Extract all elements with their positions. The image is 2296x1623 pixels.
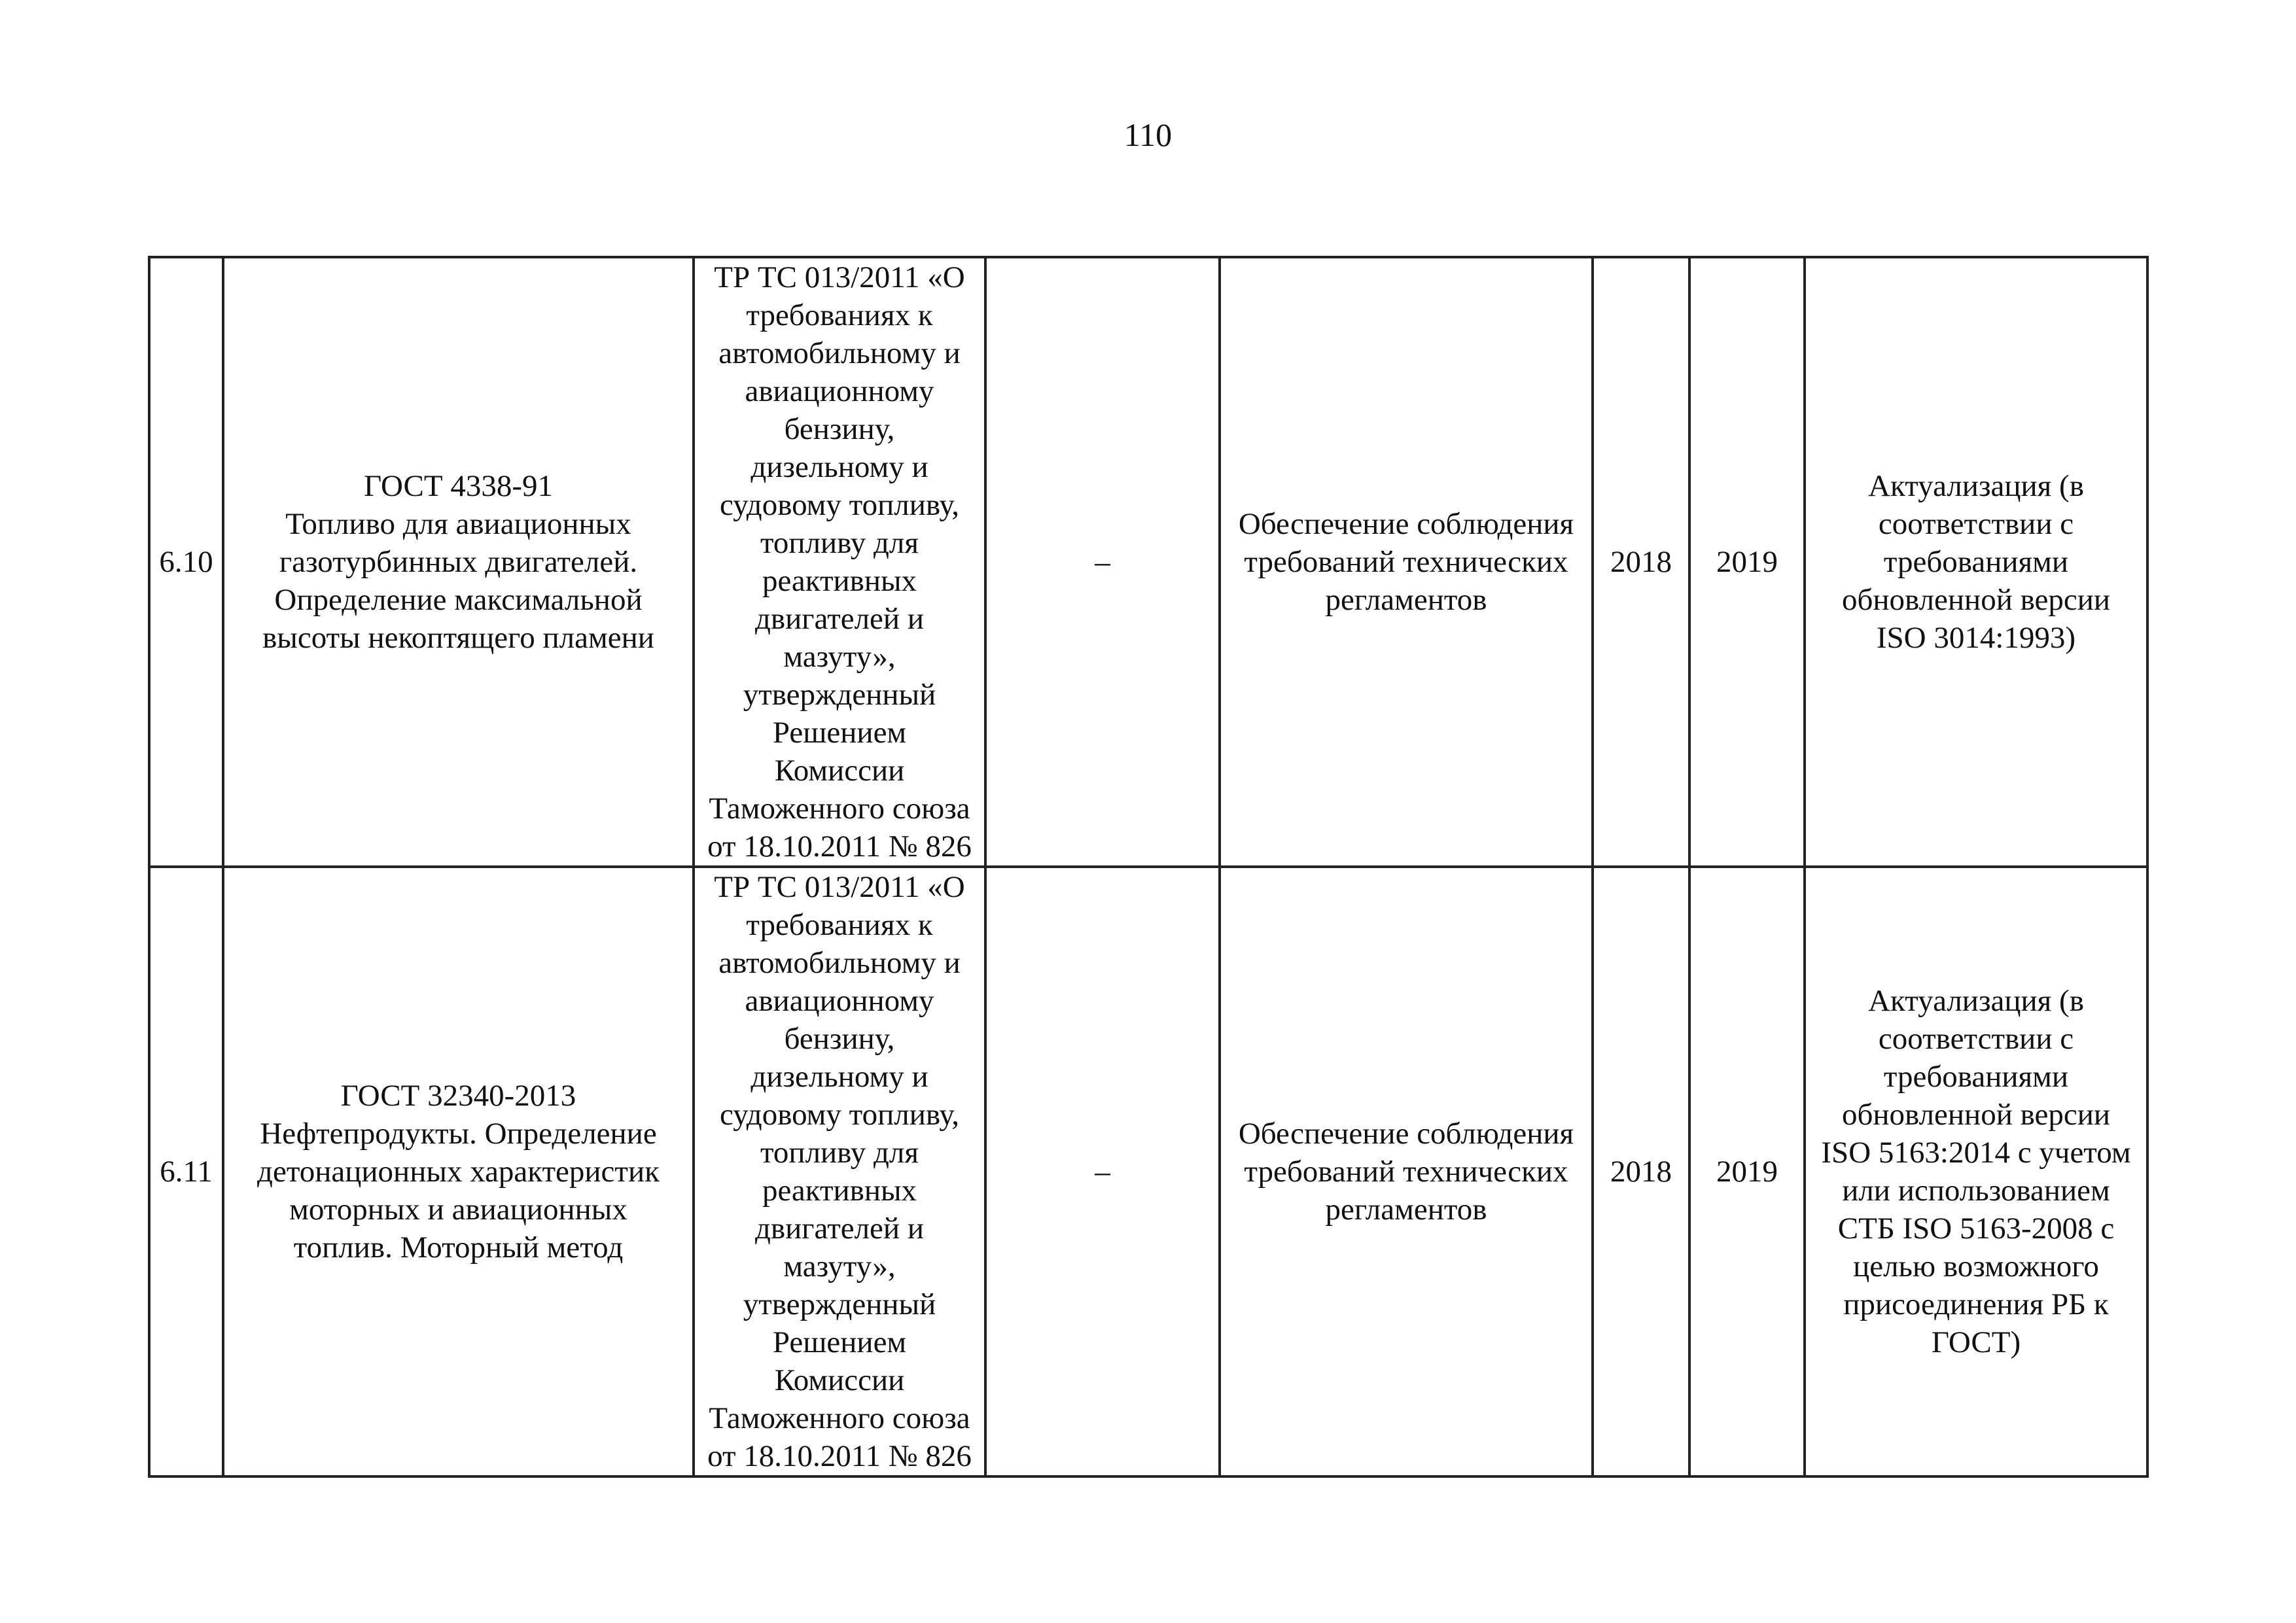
note-cell xyxy=(1805,867,2147,1476)
cell-line: требованиях к xyxy=(746,298,933,332)
cell-line: требованиях к xyxy=(746,908,933,942)
cell-line: обновленной версии xyxy=(1841,583,2111,617)
cell-line: детонационных характеристик xyxy=(257,1155,660,1189)
cell-line: или использованием xyxy=(1842,1174,2110,1208)
cell-line: требований технических xyxy=(1244,545,1568,579)
cell-line: моторных и авиационных xyxy=(289,1193,627,1227)
standard-cell xyxy=(223,257,694,867)
cell-line: целью возможного xyxy=(1853,1249,2099,1283)
table-row xyxy=(149,257,2147,867)
cell-line: Определение максимальной xyxy=(274,583,643,617)
purpose-cell xyxy=(1220,257,1593,867)
regulation-cell xyxy=(694,867,985,1476)
cell-line: мазуту», xyxy=(783,640,896,674)
cell-line: требованиями xyxy=(1883,1060,2069,1094)
cell-line: от 18.10.2011 № 826 xyxy=(707,829,972,864)
cell-line: ГОСТ 32340-2013 xyxy=(340,1079,576,1113)
cell-line: ISO 5163:2014 с учетом xyxy=(1821,1136,2131,1170)
cell-line: Решением xyxy=(772,1325,907,1359)
standard-cell xyxy=(223,867,694,1476)
cell-line: ГОСТ 4338-91 xyxy=(364,469,553,503)
cell-line: газотурбинных двигателей. xyxy=(279,545,638,579)
note-cell xyxy=(1805,257,2147,867)
cell-line: топлив. Моторный метод xyxy=(293,1230,624,1265)
row-number-cell: 6.10 xyxy=(149,257,223,867)
cell-line: дизельному и xyxy=(751,1060,928,1094)
cell-line: двигателей и xyxy=(755,602,924,636)
cell-line: соответствии с xyxy=(1878,1022,2074,1056)
cell-line: СТБ ISO 5163-2008 с xyxy=(1837,1212,2115,1246)
cell-line: ТР ТС 013/2011 «О xyxy=(714,870,965,904)
cell-line: Таможенного союза xyxy=(709,792,970,826)
cell-line: высоты некоптящего пламени xyxy=(262,621,654,655)
cell-line: авиационному xyxy=(745,374,934,408)
cell-line: ТР ТС 013/2011 «О xyxy=(714,260,965,294)
cell-line: ГОСТ) xyxy=(1931,1325,2021,1359)
cell-line: требованиями xyxy=(1883,545,2069,579)
page-number: 110 xyxy=(1123,116,1173,153)
cell-line: регламентов xyxy=(1325,1193,1487,1227)
cell-line: Актуализация (в xyxy=(1868,984,2084,1018)
cell-line: Обеспечение соблюдения xyxy=(1238,507,1574,541)
cell-line: судовому топливу, xyxy=(720,1098,959,1132)
cell-line: утвержденный xyxy=(743,678,936,712)
cell-line: Комиссии xyxy=(774,754,905,788)
cell-line: утвержденный xyxy=(743,1287,936,1321)
end-year-cell: 2019 xyxy=(1689,257,1805,867)
cell-line: Актуализация (в xyxy=(1868,469,2084,503)
cell-line: Обеспечение соблюдения xyxy=(1238,1117,1574,1151)
cell-line: регламентов xyxy=(1325,583,1487,617)
cell-line: судовому топливу, xyxy=(720,488,959,522)
table-row xyxy=(149,867,2147,1476)
purpose-cell xyxy=(1220,867,1593,1476)
cell-line: Комиссии xyxy=(774,1363,905,1397)
row-number-cell: 6.11 xyxy=(149,867,223,1476)
cell-line: ISO 3014:1993) xyxy=(1876,621,2076,655)
cell-line: реактивных xyxy=(762,564,917,598)
cell-line: от 18.10.2011 № 826 xyxy=(707,1439,972,1473)
cell-line: автомобильному и xyxy=(718,336,961,370)
cell-line: бензину, xyxy=(784,412,895,446)
cell-line: Решением xyxy=(772,716,907,750)
end-year-cell: 2019 xyxy=(1689,867,1805,1476)
cell-line: двигателей и xyxy=(755,1212,924,1246)
cell-line: топливу для xyxy=(760,526,919,560)
cell-line: Таможенного союза xyxy=(709,1401,970,1435)
cell-line: соответствии с xyxy=(1878,507,2074,541)
dash-cell: – xyxy=(985,257,1220,867)
cell-line: дизельному и xyxy=(751,450,928,484)
cell-line: присоединения РБ к xyxy=(1843,1287,2109,1321)
cell-line: бензину, xyxy=(784,1022,895,1056)
cell-line: реактивных xyxy=(762,1174,917,1208)
cell-line: мазуту», xyxy=(783,1249,896,1283)
cell-line: Нефтепродукты. Определение xyxy=(260,1117,657,1151)
cell-line: обновленной версии xyxy=(1841,1098,2111,1132)
standards-table xyxy=(148,256,2149,1478)
dash-cell: – xyxy=(985,867,1220,1476)
start-year-cell: 2018 xyxy=(1593,257,1689,867)
cell-line: Топливо для авиационных xyxy=(285,507,631,541)
start-year-cell: 2018 xyxy=(1593,867,1689,1476)
table-body xyxy=(149,257,2147,1476)
cell-line: авиационному xyxy=(745,984,934,1018)
cell-line: требований технических xyxy=(1244,1155,1568,1189)
cell-line: топливу для xyxy=(760,1136,919,1170)
regulation-cell xyxy=(694,257,985,867)
cell-line: автомобильному и xyxy=(718,946,961,980)
